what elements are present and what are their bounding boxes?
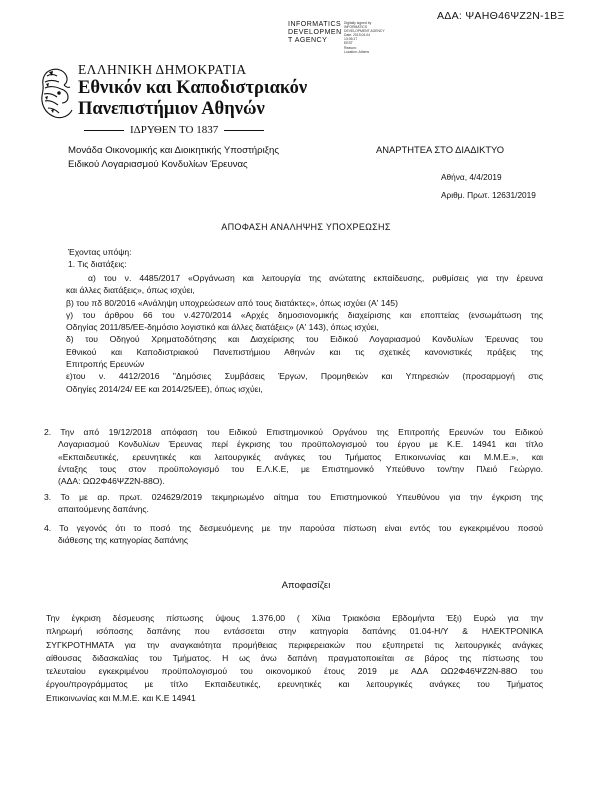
item3-line: απαιτούμενης δαπάνης. [58,504,149,515]
item1-line: Οδηγίας 2011/85/ΕΕ-δημόσιο λογιστικό και άλλες διατάξεις» (Α' 143), όπως ισχύει, [66,322,379,333]
department-line1: Μονάδα Οικονομικής και Διοικητικής Υποστήριξης [68,145,279,156]
decision-line: Την έγκριση δέσμευσης πίστωσης ύψους 1.376,00 ( Χίλια Τριακόσια Εβδομήντα Έξι) Ευρώ για την [46,613,543,623]
considerations-block [68,246,543,271]
item1-line: Εθνικού και Καποδιστριακού Πανεπιστήμιου Αθηνών και τις σχετικές κανονιστικές πράξεις της [66,346,543,357]
decision-line: αίθουσας διδασκαλίας του Τμήματος. Η ως άνω δαπάνη πραγματοποιείται σε βάρος της πίστωσης του [46,652,543,663]
founded-text: ΙΔΡΥΘΕΝ ΤΟ 1837 [130,124,219,136]
divider [84,130,124,131]
item2-line: «Εκπαιδευτικές, ερευνητικές και λειτουργικές ανάγκες του Τμήματος Επικοινωνίας και Μ.Μ.Ε.», και [58,451,543,462]
decision-line: ΣΥΓΚΡΟΤΗΜΑΤΑ για την αναγκαιότητα προμήθειας περιφερειακών που εξυπηρετεί τις λειτουργικές ανάγκες [46,639,543,650]
protocol-number: Αριθμ. Πρωτ. 12631/2019 [441,190,536,200]
item2-line: Λογαριασμού Κονδυλίων Έρευνας περί έγκρισης του προϋπολογισμού του έργου με Κ.Ε. 14941 και τίτλο [58,439,543,450]
item3-block [44,491,543,516]
ada-code: ΑΔΑ: ΨΑΗΘ46ΨΖ2Ν-1ΒΞ [437,10,565,22]
agency-line: INFORMATICS [288,21,342,28]
university-name-line2: Πανεπιστήμιον Αθηνών [78,99,265,119]
athena-emblem-icon [35,64,77,122]
document-date: Αθήνα, 4/4/2019 [441,172,502,182]
decision-heading: Αποφασίζει [281,580,331,591]
item1-head: 1. Τις διατάξεις: [68,259,127,270]
item4-block [44,522,543,547]
item2-line: ένταξης τους στον προϋπολογισμό του Ε.Λ.Κ.Ε, με Επιστημονικό Υπεύθυνο τον/την Πλειό Γεώργιο. [58,463,543,474]
signature-stamp [288,21,385,54]
item2-line: (ΑΔΑ: ΩΩ2Φ46ΨΖ2Ν-88Ο). [58,476,165,487]
decision-line: τελευταίου εγκεκριμένου προϋπολογισμού του οικονομικού έτους 2019 με ΑΔΑ ΩΩ2Φ46ΨΖ2Ν-88Ο του [46,666,543,677]
decision-line: πληρωμή ισόποσης δαπάνης που εντάσσεται στην κατηγορία δαπάνης 01.04-Η/Υ & ΗΛΕΚΤΡΟΝΙΚΑ [46,626,543,637]
item1-line: α) του ν. 4485/2017 «Οργάνωση και λειτουργία της ανώτατης εκπαίδευσης, ρυθμίσεις για την έρευνα [88,273,543,283]
item1-line: και άλλες διατάξεις», όπως ισχύει, [66,285,195,296]
decision-line: Επικοινωνίας και Μ.Μ.Ε. και Κ.Ε 14941 [46,692,196,703]
item1-line: β) του πδ 80/2016 «Ανάληψη υποχρεώσεων από τους διατάκτες», όπως ισχύει (Α' 145) [66,297,398,308]
signature-details: Digitally signed by INFORMATICS DEVELOPMENT AGENCY Date: 2019.04.04 13:05:17 EEST Reason: Location: Athens [344,21,385,54]
item1-line: Οδηγίες 2014/24/ ΕΕ και 2014/25/ΕΕ), όπως ισχύει, [66,383,263,394]
item4-line: διάθεσης της κατηγορίας δαπάνης [58,535,189,546]
department-block [68,144,279,172]
agency-line: DEVELOPMEN [288,29,342,36]
item1-line: γ) του άρθρου 66 του ν.4270/2014 «Αρχές δημοσιονομικής διαχείρισης και εποπτείας (ενσωμάτωση της [66,309,543,320]
item2-line: 2. Την από 19/12/2018 απόφαση του Ειδικού Επιστημονικού Οργάνου της Επιτροπής Ερευνών του Ειδικού [44,427,543,437]
posting-note: ΑΝΑΡΤΗΤΕΑ ΣΤΟ ΔΙΑΔΙΚΤΥΟ [376,144,505,155]
republic-heading: ΕΛΛΗΝΙΚΗ ΔΗΜΟΚΡΑΤΙΑ [78,62,247,77]
item1-line: ε)του ν. 4412/2016 "Δημόσιες Συμβάσεις Έργων, Προμηθειών και Υπηρεσιών (προσαρμογή στις [66,371,543,382]
founded-line [78,124,270,136]
item2-block [44,426,543,487]
item4-line: 4. Το γεγονός ότι το ποσό της δεσμευόμενης με την παρούσα πίστωση είναι εντός του εγκεκριμένου ποσού [44,523,543,533]
document-title: ΑΠΟΦΑΣΗ ΑΝΑΛΗΨΗΣ ΥΠΟΧΡΕΩΣΗΣ [221,222,391,232]
decision-block [46,612,543,705]
item1-line: Επιτροπής Ερευνών [66,359,145,370]
item1-line: δ) του Οδηγού Χρηματοδότησης και Διαχείρισης του Ειδικού Λογαριασμού Κονδυλίων Έρευνας του [66,334,543,345]
agency-line: T AGENCY [288,37,328,44]
intro-line: Έχοντας υπόψη: [68,247,132,257]
item3-line: 3. Το με αρ. πρωτ. 024629/2019 τεκμηριωμένο αίτημα του Επιστημονικού Υπευθύνου για την έγκριση της [44,492,543,502]
item1-subitems [66,272,543,395]
department-line2: Ειδικού Λογαριασμού Κονδυλίων Έρευνας [68,159,248,170]
divider [224,130,264,131]
decision-line: έργου/προγράμματος με τίτλο Εκπαιδευτικές, ερευνητικές και λειτουργικές ανάγκες του Τμήματος [46,679,543,690]
university-name-line1: Εθνικόν και Καποδιστριακόν [78,78,308,98]
